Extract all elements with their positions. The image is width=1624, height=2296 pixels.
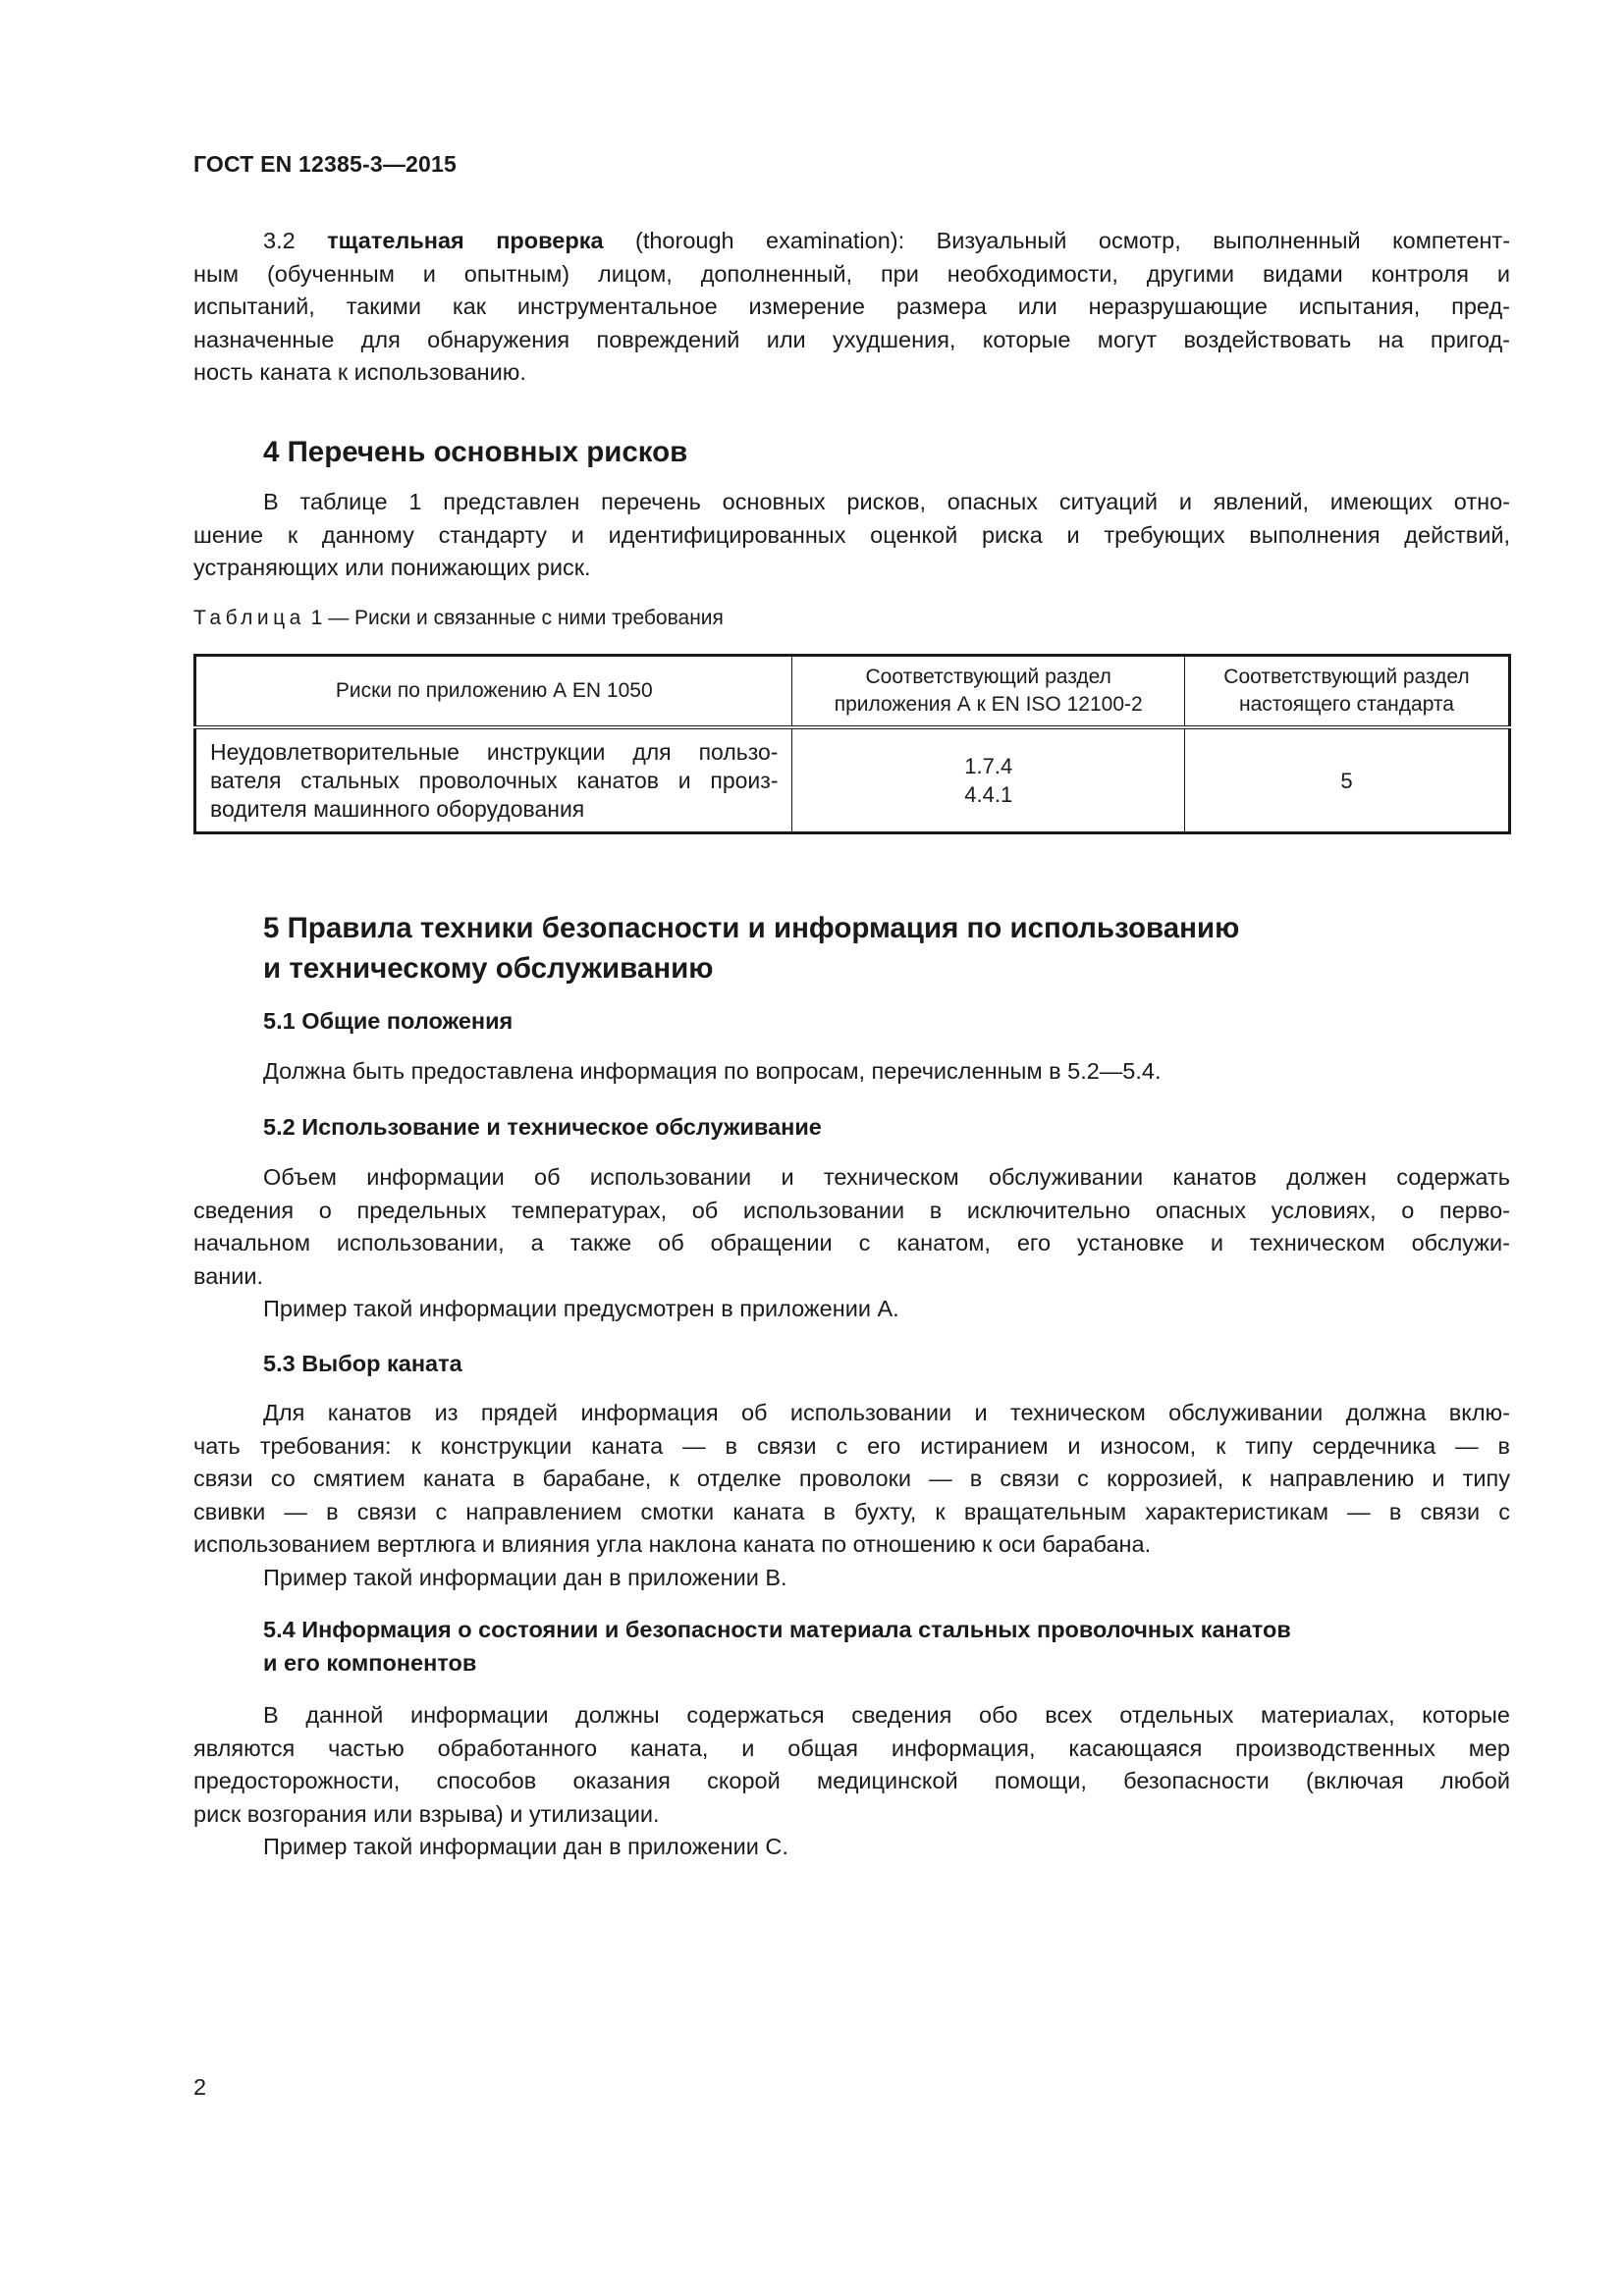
term-number: 3.2	[263, 228, 296, 253]
subsection-5-4-paragraph	[193, 1699, 1510, 1864]
term-3-2-line	[193, 225, 1510, 258]
header-text: приложения А к EN ISO 12100-2	[834, 693, 1143, 716]
subsection-5-3-heading: 5.3 Выбор каната	[263, 1351, 462, 1376]
section-4-heading: 4 Перечень основных рисков	[263, 436, 688, 468]
cell-text: 4.4.1	[964, 782, 1013, 807]
cell-text: вателя стальных проволочных канатов и произ-	[210, 767, 779, 793]
subsection-5-1-heading: 5.1 Общие положения	[263, 1008, 514, 1034]
heading-line: и техническому обслуживанию	[263, 952, 714, 985]
term-english: (thorough examination):	[635, 228, 905, 253]
paragraph-line: устраняющих или понижающих риск.	[193, 555, 591, 580]
paragraph-line: Для канатов из прядей информация об использовании и техническом обслуживании должна вклю-	[263, 1400, 1510, 1425]
subsection-5-3-paragraph	[193, 1397, 1510, 1594]
term-3-2-line: испытаний, такими как инструментальное измерение размера или неразрушающие испытания, пред-	[193, 294, 1510, 319]
header-text: Соответствующий раздел	[865, 666, 1111, 688]
table-caption	[193, 607, 724, 630]
cell-text: водителя машинного оборудования	[210, 795, 585, 822]
cell-risk	[195, 727, 792, 833]
cell-iso-sections	[792, 727, 1184, 833]
heading-line: 5 Правила техники безопасности и информация по использованию	[263, 912, 1240, 944]
table-caption-label: Таблица	[193, 607, 305, 629]
paragraph-line: свивки — в связи с направлением смотки каната в бухту, к вращательным характеристикам — в связи с	[193, 1498, 1510, 1524]
paragraph-line: сведения о предельных температурах, об использовании в исключительно опасных условиях, о перво-	[193, 1197, 1510, 1223]
paragraph-line: риск возгорания или взрыва) и утилизации.	[193, 1800, 660, 1827]
example-reference: Пример такой информации предусмотрен в приложении А.	[263, 1296, 899, 1321]
paragraph-line: связи со смятием каната в барабане, к отделке проволоки — в связи с коррозией, к направлению и типу	[193, 1466, 1510, 1491]
subsection-5-2-paragraph	[193, 1161, 1510, 1326]
header-text: Соответствующий раздел	[1223, 666, 1470, 688]
paragraph-line: Объем информации об использовании и техническом обслуживании канатов должен содержать	[263, 1164, 1510, 1190]
column-header-risks	[195, 656, 792, 728]
paragraph-line: вании.	[193, 1262, 264, 1289]
paragraph-line: предосторожности, способов оказания скорой медицинской помощи, безопасности (включая любой	[193, 1768, 1510, 1793]
paragraph-line: В таблице 1 представлен перечень основных рисков, опасных ситуаций и явлений, имеющих отно-	[263, 489, 1510, 514]
table-row	[195, 727, 1510, 833]
example-reference: Пример такой информации дан в приложении В.	[263, 1564, 787, 1590]
subsection-5-4-heading	[263, 1613, 1291, 1680]
paragraph-line: В данной информации должны содержаться сведения обо всех отдельных материалах, которые	[263, 1702, 1510, 1728]
header-text: настоящего стандарта	[1238, 693, 1454, 716]
heading-line: 5.4 Информация о состоянии и безопасности материала стальных проволочных канатов	[263, 1617, 1291, 1642]
table-caption-text: 1 — Риски и связанные с ними требования	[304, 607, 724, 629]
term-3-2-line: ным (обученным и опытным) лицом, дополненный, при необходимости, другими видами контроля и	[193, 260, 1510, 287]
paragraph-line: чать требования: к конструкции каната — в связи с его истиранием и износом, к типу сердечника — в	[193, 1432, 1510, 1459]
paragraph-line: Должна быть предоставлена информация по вопросам, перечисленным в 5.2—5.4.	[263, 1058, 1162, 1084]
subsection-5-2-heading: 5.2 Использование и техническое обслуживание	[263, 1114, 822, 1140]
term-3-2-line: ность каната к использованию.	[193, 359, 526, 385]
document-header-id: ГОСТ EN 12385-3—2015	[193, 151, 458, 177]
example-reference: Пример такой информации дан в приложении С.	[263, 1834, 788, 1859]
column-header-standard-section	[1184, 656, 1509, 728]
term-definition-start: Визуальный осмотр, выполненный компетент-	[936, 228, 1511, 253]
cell-text: Неудовлетворительные инструкции для пользо-	[210, 738, 779, 765]
term-3-2-paragraph	[193, 225, 1510, 390]
paragraph-line: использованием вертлюга и влияния угла наклона каната по отношению к оси барабана.	[193, 1531, 1152, 1557]
paragraph-line: являются частью обработанного каната, и общая информация, касающаяся производственных мер	[193, 1735, 1510, 1761]
section-4-paragraph	[193, 486, 1510, 585]
term-3-2-line: назначенные для обнаружения повреждений или ухудшения, которые могут воздействовать на пригод-	[193, 326, 1510, 352]
risks-table	[193, 654, 1511, 834]
paragraph-line: шение к данному стандарту и идентифицированных оценкой риска и требующих выполнения действий,	[193, 521, 1510, 548]
paragraph-line: начальном использовании, а также об обращении с канатом, его установке и техническом обслужи-	[193, 1230, 1510, 1255]
cell-standard-section	[1184, 727, 1509, 833]
heading-line: и его компонентов	[263, 1650, 477, 1676]
header-text: Риски по приложению А EN 1050	[335, 679, 653, 702]
column-header-iso-section	[792, 656, 1184, 728]
subsection-5-1-paragraph	[193, 1055, 1510, 1089]
page-number: 2	[193, 2074, 207, 2100]
section-5-heading	[263, 908, 1239, 988]
cell-text: 1.7.4	[964, 754, 1013, 778]
term-name: тщательная проверка	[327, 228, 604, 253]
table-header-row	[195, 656, 1510, 728]
cell-text: 5	[1340, 768, 1353, 793]
